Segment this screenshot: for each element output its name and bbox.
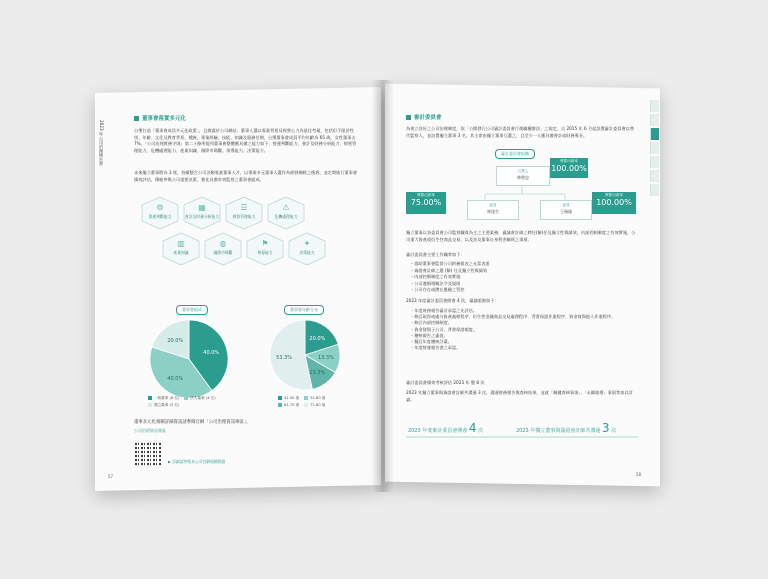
stat-meetings: 2023 年度審計委員會開會 4 次 [408,421,484,435]
pie-data-label: 13.3% [309,369,326,376]
gear-chart-icon: ⚙ [156,203,164,212]
competency-label: 危機處理能力 [274,214,298,219]
pie-data-label: 20.0% [309,336,326,343]
warning-icon: ⚠ [282,203,290,212]
right-paragraph-1: 為建立良好之公司治理制度，依「公開發行公司審計委員會行使職權辦法」之規定，自 2015 年 6 月起設置審計委員會以替代監察人，並設置獨立董事 3 名，其主席由獨立董事互選之，且至少一人應具備會計或財務專長。 [406,126,635,138]
meeting-item: ・年度財務報告審計承認之先評估。 [410,308,478,313]
right-section-title: 審計委員會 [406,113,442,121]
pie-data-label: 40.0% [203,349,220,356]
competency-label: 領導能力 [257,250,273,255]
org-chart-title: 審計委員會組織 [495,149,535,159]
chapter-tab[interactable] [650,100,659,112]
duty-item: ・協助董事會監督公司財務報表之允當表達 [410,261,490,266]
chapter-tabs [650,100,658,480]
competency-hex [203,232,243,266]
legend-swatch [184,396,188,400]
legend-label: 51-60 歲 [310,396,326,400]
chapter-tab[interactable] [650,142,659,154]
section-marker-icon [406,115,411,120]
competency-label: 國際市場觀 [213,250,233,255]
section-marker-icon [134,116,139,121]
meeting-item: ・資金貸與子公司、背書保證額度。 [410,326,478,332]
competency-label: 會計及財務分析能力 [184,214,220,219]
chapter-tab[interactable] [650,184,659,196]
legend-swatch [148,396,152,400]
competency-hex [287,232,327,266]
chapter-tab[interactable] [650,114,659,126]
spine-title: 2023 年公司治理報告書 [99,120,104,166]
org-rate-left: 實際出席率 75.00% [406,192,446,214]
left-paragraph-1: 台塑打造「董事會成員多元化政策」，且揭露於公司網站。董事人選以專業背景及經營心力為最佳考量，包括但不限於性別、年齡、文化及教育背景、種族、專業經驗、技能、知識及服務任期，台塑董事會成員平均年齡為 65 歲，女性董事占 7%，「公司治理實務守則」第二十條所提列董事會整體應具備之能力如下：營運判斷能力、會計及財務分析能力、經營管理能力、危機處理能力、產業知識、國際市場觀、領導能力、決策能力。 [134,128,357,153]
stat-meetings-number: 4 [468,421,477,435]
legend-label: 法人董事 (4 位) [190,396,216,400]
org-rate-top: 實際出席率 100.00% [550,158,588,178]
left-section-title: 董事會落實多元化 [134,114,186,122]
org-member-2: 委員 王瑞瑜 [540,200,592,220]
org-convener: 召集人 林聖忠 [496,166,550,186]
legend-swatch [278,403,282,407]
eval-text: 2023 年獨立董事與簽證會計師共溝通 3 次，溝通財務報告與查核結果，並就「關鍵查核事項」、「永續報導」事項等加以討論。 [406,390,633,402]
competency-hex [140,196,180,230]
org-rate-right: 實際出席率 100.00% [592,192,636,214]
chart2-title: 董事會年齡分布 [284,305,324,315]
qr-caption: 公司治理資訊專區 [134,428,166,433]
duty-item: ・簽證會計師之選 (解) 任及獨立性與績效 [410,267,488,273]
globe-icon: ◍ [219,239,227,248]
legend-swatch [278,396,282,400]
pie-data-label: 20.0% [167,338,184,345]
competency-hex [266,196,306,230]
duties-list [410,261,638,294]
chapter-tab[interactable] [650,170,659,182]
legend-item [184,396,215,401]
qr-code[interactable] [135,441,161,467]
legend-label: 獨立董事 (3 位) [154,403,180,407]
book-gutter [372,80,394,492]
flag-icon: ⚑ [261,239,269,248]
factory-icon: ▥ [177,239,185,248]
legend-label: 一般董事 (8 位) [154,396,180,400]
chart2-legend [278,396,348,410]
legend-item [304,403,325,408]
pie-data-label: 13.3% [317,355,334,362]
org-member-1: 委員 林達生 [467,200,519,220]
legend-swatch [148,403,152,407]
right-paragraph-2: 獨立董事以各委員會公司監督職責為主之主要業務，審議會計師之聘任(解)任及獨立性與績效，內部控制制度之有效實施，公司重大資產或衍生性商品交易，以及涉及董事自身利害關係之事項。 [406,230,636,242]
meeting-item: ・修訂內部控制制度。 [410,320,452,326]
competency-label: 決策能力 [299,250,315,255]
pie-data-label: 40.0% [167,375,184,382]
legend-item [304,396,325,401]
legend-label: 71-80 歲 [310,403,326,407]
left-footer-text: 董事多元化相關詳細資訊請參閱官網「公司治理資訊專區」。 [134,420,251,425]
stat-communications: 2023 年獨立董事與簽證會計師共溝通 3 次 [516,421,617,435]
chapter-tab-active[interactable] [650,128,659,140]
competency-label: 產業知識 [173,250,189,255]
right-page-number: 58 [636,472,642,477]
legend-label: 61-70 歲 [284,403,300,407]
legend-swatch [304,396,308,400]
legend-item [278,396,299,401]
legend-label: 41-50 歲 [284,396,300,400]
meetings-list [410,308,636,351]
people-icon: ☰ [240,203,248,212]
duty-item: ・公司存在或潛在風險之管控 [410,287,465,293]
competency-hex [224,196,264,230]
left-page-number: 57 [108,474,114,479]
competency-hex [182,196,222,230]
pie-data-label: 53.3% [276,355,293,362]
meeting-item: ・稽核報告之審查。 [410,332,448,338]
legend-item [148,396,179,401]
stat-divider [406,436,638,438]
duties-title: 審計委員會主要工作職掌如下： [406,252,465,257]
chart1-legend [148,396,248,410]
competency-label: 經營管理能力 [232,214,256,219]
calculator-icon: ▦ [198,203,206,212]
decision-icon: ✦ [303,239,311,248]
left-paragraph-2: 未來獨立董事將為 3 席，持續整合公司各類專業董事人才，以專業多元董事人選作為經營團隊之後盾，並定期進行董事會績效評估，積極參與公司重要決策，強化具備有效監督之董事會組成。 [134,170,358,182]
legend-item [148,403,179,408]
duty-item: ・內部控制制度之有效實施 [410,274,461,280]
competency-hex [161,232,201,266]
legend-swatch [304,403,308,407]
meetings-title: 2023 年度審計委員會開會 4 次，審議重點如下： [406,298,499,303]
duty-item: ・公司遵循相關法令及規則 [410,280,461,286]
meeting-item: ・擬訂年度稽核計畫。 [410,339,452,345]
board-composition-pie [150,320,228,398]
meeting-item: ・修訂取得或處分資產處理程序、衍生性金融商品交易處理程序、背書保證作業程序、資金貸與他人作業程序。 [410,314,616,320]
chart1-title: 董事會組成 [176,305,208,315]
competency-label: 營運判斷能力 [148,214,172,219]
board-age-pie [270,320,340,390]
competency-hex [245,232,285,266]
eval-title: 審計委員會績效考核評估 2023 年 整 8 次 [406,380,485,385]
meeting-item: ・年度營運報告書之承認。 [410,345,461,351]
stat-communications-number: 3 [601,421,610,435]
qr-link[interactable]: ▶ 詳細請參閱本公司官網相關揭露 [168,459,226,464]
legend-item [278,403,299,408]
chapter-tab[interactable] [650,156,659,168]
